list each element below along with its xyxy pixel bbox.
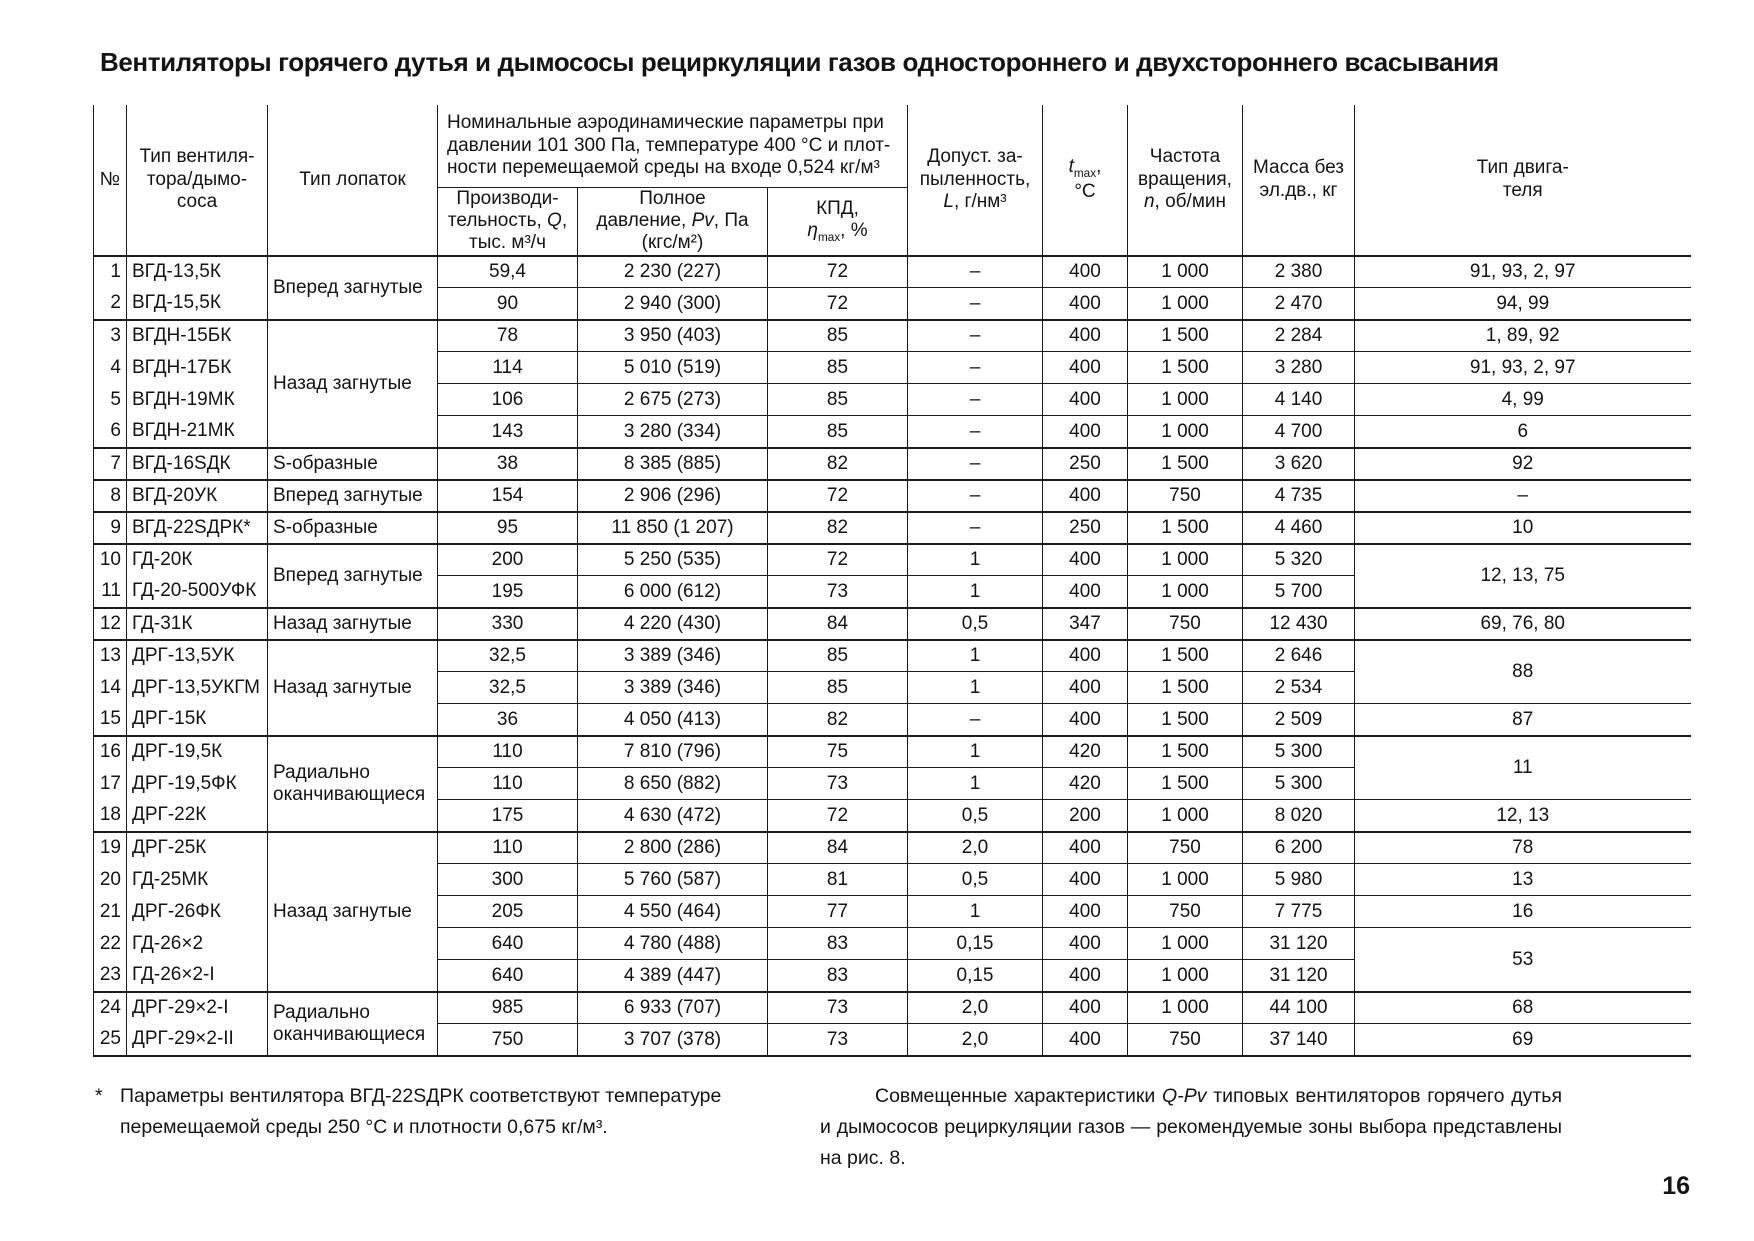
pressure-cell: 3 707 (378) [578,1024,768,1056]
table-row [94,448,1691,480]
capacity-cell: 38 [438,448,578,480]
tmax-cell: 400 [1043,256,1128,288]
table-row [94,608,1691,640]
efficiency-cell: 73 [768,768,908,800]
pressure-cell: 4 220 (430) [578,608,768,640]
rpm-cell: 1 500 [1128,448,1243,480]
table-row [94,832,1691,864]
capacity-cell: 110 [438,768,578,800]
mass-cell: 4 460 [1243,512,1355,544]
efficiency-cell: 83 [768,928,908,960]
table-row [94,512,1691,544]
row-number-cell: 2 [94,288,127,320]
mass-cell: 2 646 [1243,640,1355,672]
capacity-cell: 90 [438,288,578,320]
mass-cell: 12 430 [1243,608,1355,640]
col-header-mass: Масса без эл.дв., кг [1243,105,1355,256]
pressure-cell: 5 760 (587) [578,864,768,896]
pressure-cell: 3 389 (346) [578,672,768,704]
efficiency-cell: 85 [768,352,908,384]
rpm-cell: 1 000 [1128,416,1243,448]
motor-type-cell: 88 [1355,640,1691,704]
efficiency-cell: 72 [768,544,908,576]
rpm-cell: 1 000 [1128,864,1243,896]
pressure-cell: 2 940 (300) [578,288,768,320]
mass-cell: 8 020 [1243,800,1355,832]
tmax-cell: 347 [1043,608,1128,640]
tmax-cell: 400 [1043,704,1128,736]
dust-cell: 1 [908,672,1043,704]
row-number-cell: 8 [94,480,127,512]
dust-cell: 0,5 [908,864,1043,896]
page-number: 16 [1662,1172,1690,1200]
motor-type-cell: – [1355,480,1691,512]
rpm-cell: 1 500 [1128,640,1243,672]
dust-cell: – [908,352,1043,384]
fan-type-cell: ДРГ-15К [127,704,268,736]
row-number-cell: 3 [94,320,127,352]
dust-cell: 0,5 [908,608,1043,640]
rpm-cell: 1 000 [1128,384,1243,416]
motor-type-cell: 1, 89, 92 [1355,320,1691,352]
row-number-cell: 7 [94,448,127,480]
col-header-tmax: $t_{max}$, °С [1043,105,1128,256]
tmax-cell: 400 [1043,832,1128,864]
capacity-cell: 154 [438,480,578,512]
pressure-cell: 3 389 (346) [578,640,768,672]
capacity-cell: 985 [438,992,578,1024]
capacity-cell: 95 [438,512,578,544]
mass-cell: 31 120 [1243,960,1355,992]
motor-type-cell: 53 [1355,928,1691,992]
fan-type-cell: ГД-26×2-I [127,960,268,992]
pressure-cell: 7 810 (796) [578,736,768,768]
rpm-cell: 1 500 [1128,352,1243,384]
dust-cell: 0,15 [908,960,1043,992]
rpm-cell: 1 000 [1128,256,1243,288]
tmax-cell: 420 [1043,768,1128,800]
capacity-cell: 36 [438,704,578,736]
tmax-cell: 400 [1043,928,1128,960]
blade-type-cell: S-образные [268,512,438,544]
pressure-cell: 4 050 (413) [578,704,768,736]
col-header-capacity: Производи- тельность, Q, тыс. м³/ч [438,187,578,256]
pressure-cell: 5 010 (519) [578,352,768,384]
fan-type-cell: ДРГ-19,5К [127,736,268,768]
fan-type-cell: ГД-26×2 [127,928,268,960]
motor-type-cell: 6 [1355,416,1691,448]
mass-cell: 6 200 [1243,832,1355,864]
row-number-cell: 12 [94,608,127,640]
mass-cell: 5 700 [1243,576,1355,608]
col-header-number: № [94,105,127,256]
pressure-cell: 8 650 (882) [578,768,768,800]
rpm-cell: 1 000 [1128,960,1243,992]
rpm-cell: 1 500 [1128,672,1243,704]
motor-type-cell: 12, 13, 75 [1355,544,1691,608]
fan-type-cell: ВГД-22SДРК* [127,512,268,544]
table-row [94,992,1691,1024]
efficiency-cell: 72 [768,800,908,832]
pressure-cell: 3 280 (334) [578,416,768,448]
motor-type-cell: 13 [1355,864,1691,896]
col-header-efficiency: КПД, $\eta_{max}$, % [768,187,908,256]
capacity-cell: 640 [438,960,578,992]
pressure-cell: 4 630 (472) [578,800,768,832]
col-header-pressure: Полное давление, Pv, Па (кгс/м²) [578,187,768,256]
blade-type-cell: Назад загнутые [268,640,438,736]
dust-cell: – [908,416,1043,448]
dust-cell: 2,0 [908,1024,1043,1056]
dust-cell: – [908,448,1043,480]
efficiency-cell: 73 [768,992,908,1024]
blade-type-cell: Вперед загнутые [268,480,438,512]
motor-type-cell: 78 [1355,832,1691,864]
table-row [94,320,1691,352]
row-number-cell: 25 [94,1024,127,1056]
row-number-cell: 22 [94,928,127,960]
motor-type-cell: 12, 13 [1355,800,1691,832]
fan-type-cell: ГД-25МК [127,864,268,896]
pressure-cell: 2 230 (227) [578,256,768,288]
footnotes [93,1081,1562,1174]
table-header [94,105,1691,256]
mass-cell: 5 980 [1243,864,1355,896]
capacity-cell: 175 [438,800,578,832]
fan-type-cell: ДРГ-13,5УКГМ [127,672,268,704]
pressure-cell: 4 780 (488) [578,928,768,960]
capacity-cell: 106 [438,384,578,416]
dust-cell: 0,15 [908,928,1043,960]
rpm-cell: 1 500 [1128,704,1243,736]
mass-cell: 5 300 [1243,736,1355,768]
efficiency-cell: 72 [768,480,908,512]
tmax-cell: 400 [1043,416,1128,448]
efficiency-cell: 73 [768,1024,908,1056]
fan-type-cell: ГД-20К [127,544,268,576]
dust-cell: – [908,512,1043,544]
efficiency-cell: 77 [768,896,908,928]
efficiency-cell: 85 [768,320,908,352]
motor-type-cell: 4, 99 [1355,384,1691,416]
tmax-cell: 420 [1043,736,1128,768]
dust-cell: – [908,704,1043,736]
rpm-cell: 1 500 [1128,768,1243,800]
mass-cell: 2 470 [1243,288,1355,320]
row-number-cell: 15 [94,704,127,736]
col-header-dust: Допуст. за- пыленность, L, г/нм³ [908,105,1043,256]
mass-cell: 2 509 [1243,704,1355,736]
motor-type-cell: 91, 93, 2, 97 [1355,256,1691,288]
efficiency-cell: 85 [768,384,908,416]
col-header-fan-type: Тип вентиля- тора/дымо- соса [127,105,268,256]
blade-type-cell: Назад загнутые [268,832,438,992]
capacity-cell: 110 [438,736,578,768]
efficiency-cell: 83 [768,960,908,992]
fan-type-cell: ДРГ-29×2-I [127,992,268,1024]
fan-spec-table [93,105,1691,1057]
fan-type-cell: ВГД-13,5К [127,256,268,288]
footnote-right-text: Совмещенные характеристики Q-Pv типовых вентиляторов горячего дутья и дымососов рециркуляции газов — рекомендуемые зоны выбора представлены на рис. 8. [820,1084,1562,1169]
capacity-cell: 330 [438,608,578,640]
dust-cell: – [908,256,1043,288]
tmax-cell: 400 [1043,672,1128,704]
fan-type-cell: ГД-31К [127,608,268,640]
motor-type-cell: 92 [1355,448,1691,480]
row-number-cell: 24 [94,992,127,1024]
capacity-cell: 300 [438,864,578,896]
dust-cell: 1 [908,576,1043,608]
footnote-asterisk: * [95,1084,103,1107]
fan-type-cell: ДРГ-29×2-II [127,1024,268,1056]
pressure-cell: 4 550 (464) [578,896,768,928]
efficiency-cell: 73 [768,576,908,608]
capacity-cell: 200 [438,544,578,576]
rpm-cell: 1 000 [1128,992,1243,1024]
efficiency-cell: 84 [768,832,908,864]
mass-cell: 5 300 [1243,768,1355,800]
rpm-cell: 1 000 [1128,800,1243,832]
pressure-cell: 4 389 (447) [578,960,768,992]
efficiency-cell: 84 [768,608,908,640]
mass-cell: 3 620 [1243,448,1355,480]
dust-cell: – [908,480,1043,512]
table-row [94,480,1691,512]
mass-cell: 31 120 [1243,928,1355,960]
row-number-cell: 4 [94,352,127,384]
rpm-cell: 1 000 [1128,544,1243,576]
mass-cell: 37 140 [1243,1024,1355,1056]
efficiency-cell: 82 [768,704,908,736]
pressure-cell: 8 385 (885) [578,448,768,480]
dust-cell: 1 [908,768,1043,800]
efficiency-cell: 72 [768,256,908,288]
row-number-cell: 13 [94,640,127,672]
fan-type-cell: ГД-20-500УФК [127,576,268,608]
row-number-cell: 11 [94,576,127,608]
capacity-cell: 640 [438,928,578,960]
blade-type-cell: S-образные [268,448,438,480]
motor-type-cell: 87 [1355,704,1691,736]
fan-type-cell: ДРГ-26ФК [127,896,268,928]
rpm-cell: 1 500 [1128,512,1243,544]
dust-cell: 1 [908,640,1043,672]
table-row [94,256,1691,288]
motor-type-cell: 94, 99 [1355,288,1691,320]
pressure-cell: 11 850 (1 207) [578,512,768,544]
col-header-blade-type: Тип лопаток [268,105,438,256]
blade-type-cell: Назад загнутые [268,320,438,448]
row-number-cell: 21 [94,896,127,928]
mass-cell: 4 735 [1243,480,1355,512]
row-number-cell: 14 [94,672,127,704]
capacity-cell: 205 [438,896,578,928]
motor-type-cell: 91, 93, 2, 97 [1355,352,1691,384]
pressure-cell: 2 800 (286) [578,832,768,864]
fan-type-cell: ДРГ-25К [127,832,268,864]
capacity-cell: 110 [438,832,578,864]
row-number-cell: 6 [94,416,127,448]
rpm-cell: 1 500 [1128,736,1243,768]
efficiency-cell: 75 [768,736,908,768]
capacity-cell: 59,4 [438,256,578,288]
row-number-cell: 9 [94,512,127,544]
efficiency-cell: 82 [768,448,908,480]
table-body [94,256,1691,1056]
col-header-motor-type: Тип двига- теля [1355,105,1691,256]
tmax-cell: 400 [1043,960,1128,992]
motor-type-cell: 11 [1355,736,1691,800]
motor-type-cell: 10 [1355,512,1691,544]
fan-type-cell: ВГДН-17БК [127,352,268,384]
row-number-cell: 10 [94,544,127,576]
mass-cell: 2 534 [1243,672,1355,704]
dust-cell: 1 [908,896,1043,928]
tmax-cell: 400 [1043,320,1128,352]
tmax-cell: 250 [1043,448,1128,480]
mass-cell: 2 284 [1243,320,1355,352]
blade-type-cell: Радиально оканчивающиеся [268,992,438,1056]
col-header-rpm: Частота вращения, n, об/мин [1128,105,1243,256]
row-number-cell: 23 [94,960,127,992]
efficiency-cell: 85 [768,640,908,672]
row-number-cell: 1 [94,256,127,288]
tmax-cell: 400 [1043,576,1128,608]
tmax-cell: 200 [1043,800,1128,832]
efficiency-cell: 72 [768,288,908,320]
row-number-cell: 17 [94,768,127,800]
rpm-cell: 750 [1128,608,1243,640]
rpm-cell: 750 [1128,480,1243,512]
mass-cell: 5 320 [1243,544,1355,576]
dust-cell: 2,0 [908,992,1043,1024]
fan-type-cell: ДРГ-13,5УК [127,640,268,672]
fan-type-cell: ВГД-20УК [127,480,268,512]
efficiency-cell: 81 [768,864,908,896]
pressure-cell: 2 675 (273) [578,384,768,416]
col-header-aero-params: Номинальные аэродинамические параметры при давлении 101 300 Па, температуре 400 °С и плот- ности перемещаемой среды на входе 0,524 кг/м³ [438,105,908,187]
rpm-cell: 750 [1128,1024,1243,1056]
blade-type-cell: Назад загнутые [268,608,438,640]
motor-type-cell: 68 [1355,992,1691,1024]
blade-type-cell: Вперед загнутые [268,256,438,320]
blade-type-cell: Радиально оканчивающиеся [268,736,438,832]
motor-type-cell: 16 [1355,896,1691,928]
mass-cell: 4 700 [1243,416,1355,448]
rpm-cell: 750 [1128,832,1243,864]
mass-cell: 44 100 [1243,992,1355,1024]
capacity-cell: 32,5 [438,672,578,704]
pressure-cell: 3 950 (403) [578,320,768,352]
footnote-left-text: Параметры вентилятора ВГД-22SДРК соответствуют температуре перемещаемой среды 250 °С и плотности 0,675 кг/м³. [120,1084,722,1138]
efficiency-cell: 85 [768,672,908,704]
efficiency-cell: 82 [768,512,908,544]
mass-cell: 3 280 [1243,352,1355,384]
tmax-cell: 400 [1043,384,1128,416]
rpm-cell: 750 [1128,896,1243,928]
fan-type-cell: ДРГ-22К [127,800,268,832]
tmax-cell: 400 [1043,896,1128,928]
motor-type-cell: 69, 76, 80 [1355,608,1691,640]
table-row [94,736,1691,768]
dust-cell: – [908,288,1043,320]
page-title: Вентиляторы горячего дутья и дымососы рециркуляции газов одностороннего и двухстороннего всасывания [100,47,1499,77]
rpm-cell: 1 500 [1128,320,1243,352]
table-row [94,640,1691,672]
capacity-cell: 750 [438,1024,578,1056]
rpm-cell: 1 000 [1128,928,1243,960]
mass-cell: 4 140 [1243,384,1355,416]
dust-cell: 0,5 [908,800,1043,832]
fan-type-cell: ВГД-16SДК [127,448,268,480]
tmax-cell: 250 [1043,512,1128,544]
pressure-cell: 6 933 (707) [578,992,768,1024]
row-number-cell: 16 [94,736,127,768]
pressure-cell: 5 250 (535) [578,544,768,576]
tmax-cell: 400 [1043,352,1128,384]
row-number-cell: 19 [94,832,127,864]
footnote-left [93,1081,820,1174]
tmax-cell: 400 [1043,1024,1128,1056]
capacity-cell: 114 [438,352,578,384]
row-number-cell: 5 [94,384,127,416]
pressure-cell: 6 000 (612) [578,576,768,608]
blade-type-cell: Вперед загнутые [268,544,438,608]
rpm-cell: 1 000 [1128,576,1243,608]
dust-cell: 1 [908,544,1043,576]
rpm-cell: 1 000 [1128,288,1243,320]
row-number-cell: 18 [94,800,127,832]
tmax-cell: 400 [1043,992,1128,1024]
fan-type-cell: ВГДН-21МК [127,416,268,448]
row-number-cell: 20 [94,864,127,896]
tmax-cell: 400 [1043,640,1128,672]
motor-type-cell: 69 [1355,1024,1691,1056]
dust-cell: – [908,320,1043,352]
fan-type-cell: ДРГ-19,5ФК [127,768,268,800]
dust-cell: 1 [908,736,1043,768]
tmax-cell: 400 [1043,544,1128,576]
tmax-cell: 400 [1043,864,1128,896]
fan-type-cell: ВГДН-19МК [127,384,268,416]
capacity-cell: 195 [438,576,578,608]
capacity-cell: 78 [438,320,578,352]
mass-cell: 2 380 [1243,256,1355,288]
table-row [94,544,1691,576]
capacity-cell: 32,5 [438,640,578,672]
fan-type-cell: ВГДН-15БК [127,320,268,352]
efficiency-cell: 85 [768,416,908,448]
capacity-cell: 143 [438,416,578,448]
dust-cell: – [908,384,1043,416]
tmax-cell: 400 [1043,288,1128,320]
dust-cell: 2,0 [908,832,1043,864]
mass-cell: 7 775 [1243,896,1355,928]
tmax-cell: 400 [1043,480,1128,512]
fan-type-cell: ВГД-15,5К [127,288,268,320]
pressure-cell: 2 906 (296) [578,480,768,512]
